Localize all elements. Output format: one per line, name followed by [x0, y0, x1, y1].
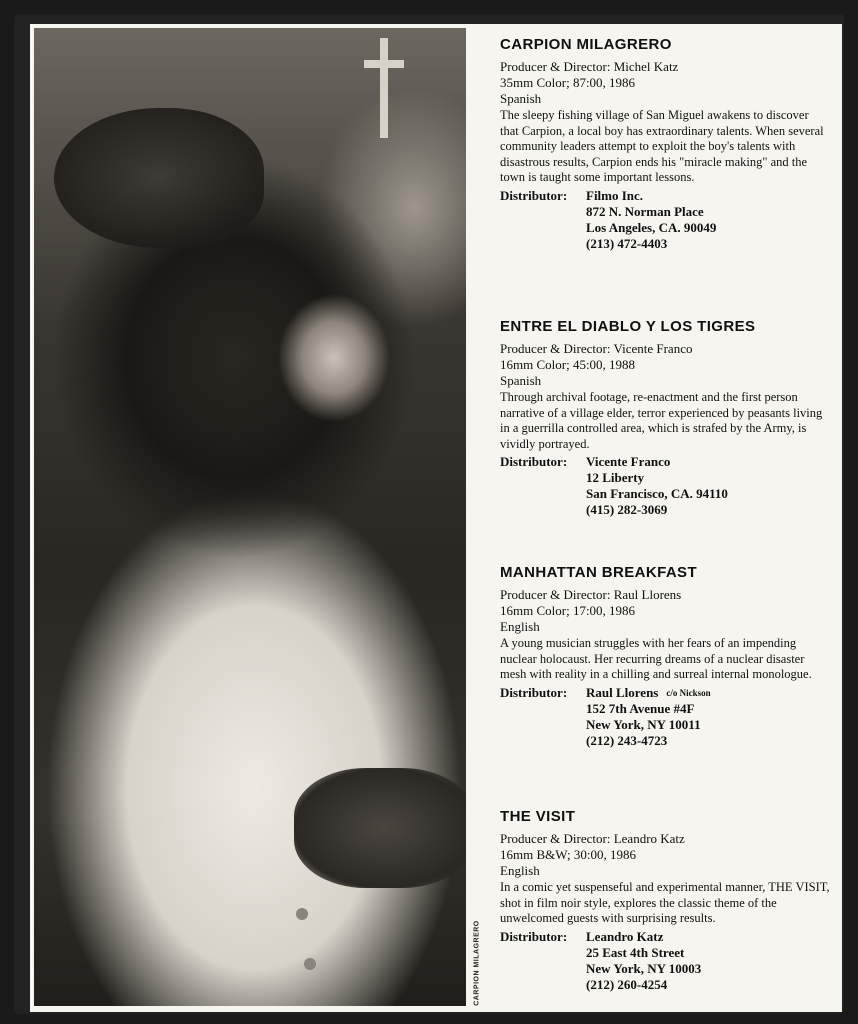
- dress-button: [296, 908, 308, 920]
- address-line: New York, NY 10003: [586, 960, 702, 976]
- address-phone: (415) 282-3069: [586, 502, 668, 517]
- hair-bow: [54, 108, 264, 248]
- film-format: 16mm B&W; 30:00, 1986: [500, 847, 637, 862]
- film-still-photo: [34, 28, 466, 1006]
- address-line: San Francisco, CA. 94110: [586, 486, 728, 501]
- address-phone: (212) 260-4254: [586, 976, 668, 992]
- film-distributor: [500, 685, 830, 701]
- distributor-address: [500, 470, 830, 518]
- film-entry: [500, 564, 830, 749]
- distributor-name: Leandro Katz: [586, 928, 664, 944]
- film-producer: Producer & Director: Vicente Franco: [500, 341, 693, 356]
- distributor-address: [500, 204, 830, 252]
- dress-button: [304, 958, 316, 970]
- distributor-label: Distributor:: [500, 928, 568, 944]
- address-line: 872 N. Norman Place: [586, 203, 704, 219]
- distributor-name: Filmo Inc.: [586, 187, 644, 203]
- film-entry: [500, 318, 830, 518]
- film-distributor: [500, 929, 830, 945]
- address-line: 152 7th Avenue #4F: [586, 700, 695, 716]
- film-description: In a comic yet suspenseful and experimental manner, THE VISIT, shot in film noir style, explores the classic theme of the unwelcomed guests with surprising results.: [500, 880, 830, 925]
- film-distributor: [500, 188, 830, 204]
- film-description: Through archival footage, re-enactment and the first person narrative of a village elder, terror experienced by peasants living in a guerrilla controlled area, which is strafed by the Army, is vividly portrayed.: [500, 390, 823, 451]
- film-description: The sleepy fishing village of San Miguel awakens to discover that Carpion, a local boy has extraordinary talents. When several community leaders attempt to exploit the boy's talents with disastrous results, Carpion ends his "miracle making" and the town is taught some important lessons.: [500, 108, 824, 184]
- distributor-address: [500, 701, 830, 749]
- film-description: A young musician struggles with her fears of an impending nuclear holocaust. Her recurring dreams of a nuclear disaster mesh with reality in a chilling and surreal internal monologue.: [500, 636, 812, 681]
- distributor-address: [500, 945, 830, 993]
- photo-credit-text: CARPION MILAGRERO: [473, 920, 481, 1006]
- address-line: 25 East 4th Street: [586, 944, 685, 960]
- distributor-name: Raul Llorens: [586, 684, 659, 700]
- address-line: Los Angeles, CA. 90049: [586, 219, 717, 235]
- film-entry: [500, 808, 830, 993]
- film-title: THE VISIT: [500, 808, 576, 825]
- film-distributor: [500, 454, 830, 470]
- film-language: English: [500, 619, 540, 634]
- film-format: 16mm Color; 17:00, 1986: [500, 603, 636, 618]
- address-phone: (213) 472-4403: [586, 235, 668, 251]
- photo-credit: [470, 918, 484, 1008]
- film-language: Spanish: [500, 373, 542, 388]
- address-line: New York, NY 10011: [586, 716, 701, 732]
- film-title: CARPION MILAGRERO: [500, 36, 672, 53]
- film-producer: Producer & Director: Michel Katz: [500, 59, 679, 74]
- address-line: 12 Liberty: [586, 470, 645, 485]
- film-title: ENTRE EL DIABLO Y LOS TIGRES: [500, 318, 756, 335]
- film-entry: [500, 36, 830, 252]
- film-format: 35mm Color; 87:00, 1986: [500, 75, 636, 90]
- distributor-label: Distributor:: [500, 454, 568, 469]
- distributor-name: Vicente Franco: [586, 454, 671, 469]
- film-title: MANHATTAN BREAKFAST: [500, 564, 698, 581]
- film-format: 16mm Color; 45:00, 1988: [500, 357, 636, 372]
- film-language: English: [500, 863, 540, 878]
- hand-on-shoulder: [294, 768, 466, 888]
- wall-cross: [364, 38, 404, 138]
- address-phone: (212) 243-4723: [586, 732, 668, 748]
- distributor-label: Distributor:: [500, 684, 568, 700]
- film-producer: Producer & Director: Leandro Katz: [500, 831, 685, 846]
- film-producer: Producer & Director: Raul Llorens: [500, 587, 682, 602]
- distributor-label: Distributor:: [500, 187, 568, 203]
- distributor-note: c/o Nickson: [666, 687, 711, 698]
- film-language: Spanish: [500, 91, 542, 106]
